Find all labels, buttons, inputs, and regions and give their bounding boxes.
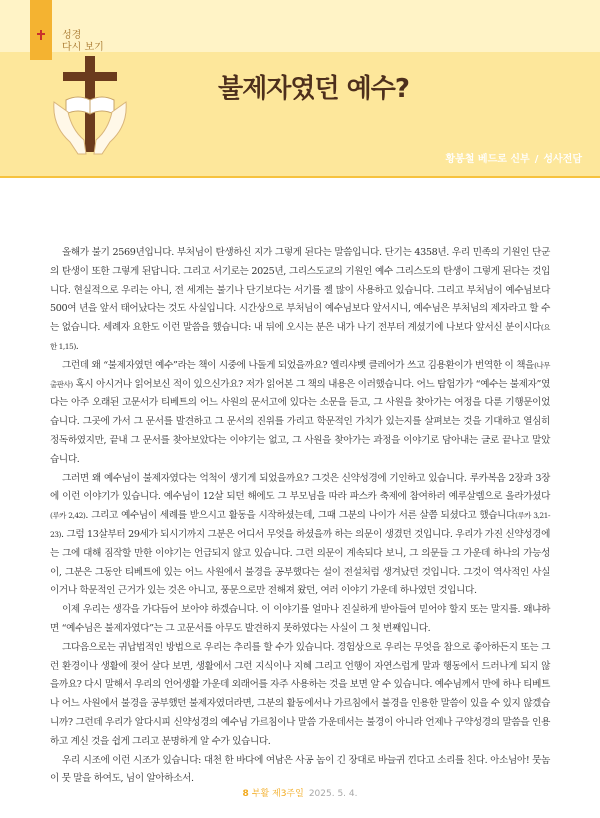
section-label — [62, 30, 142, 54]
paragraph-text: 그다음으로는 귀납법적인 방법으로 우리는 추리를 할 수가 있습니다. 경험상으로 우리는 무엇을 참으로 좋아하든지 또는 그런 환경이나 생활에 젖어 살다 보면, 생활에서 그런 지식이나 지혜 그리고 언행이 자연스럽게 말과 행동에서 드러나게 되지 않을까요? 다시 말해서 우리의 언어생활 가운데 외래어를 자주 사용하는 것을 보면 알 수 있습니다. 예수님께서 만에 하나 티베트나 어느 사원에서 불경을 공부했던 불제자였더라면, 그분의 활동에서나 가르침에서 불경을 인용한 말씀이 있을 수 있지 않겠습니까? 그런데 우리가 알다시피 신약성경의 예수님 가르침이나 말씀 가운데서는 불경이 아니라 언제나 구약성경의 말씀을 인용하고 계신 것을 쉽게 그리고 분명하게 알 수가 있습니다. — [50, 641, 550, 747]
scripture-reference: (루카 3,21-23) — [50, 511, 550, 539]
paragraph-text: 우리 시조에 이런 시조가 있습니다: 대천 한 바다에 여남은 사공 놈이 긴 장대로 바늘귀 낀다고 소리를 친다. 아소님아! 뭇놈이 뭇 말을 하여도, 님이 알아하소서. — [50, 754, 550, 785]
paragraph-text: . 그리고 예수님이 세례를 받으시고 활동을 시작하셨는데, 그때 그분의 나이가 서른 살쯤 되셨다고 했습니다 — [85, 510, 516, 522]
author-line — [445, 150, 582, 165]
section-label-line1: 성경 — [62, 30, 82, 41]
paragraph-text: 그러면 왜 예수님이 불제자였다는 억척이 생기게 되었을까요? 그것은 신약성경에 기인하고 있습니다. 루카복음 2장과 3장에 이런 이야기가 있습니다. 예수님이 12살 되던 해에도 그 부모님을 따라 파스카 축제에 참여하러 예루살렘으로 올라가셨다 — [50, 472, 550, 503]
paragraph-text: 혹시 아시거나 읽어보신 적이 있으신가요? 저가 읽어본 그 책의 내용은 이러했습니다. 어느 탐험가가 “예수는 불제자”였다는 아주 오래된 고문서가 티베트의 어느 사원의 문서고에 있다는 소문을 듣고, 그 사원을 찾아가는 여정을 다룬 기행문이었습니다. 그곳에 가서 그 문서를 발견하고 그 문서의 진위를 가리고 학문적인 가치가 있는지를 살펴보는 것을 기대하고 열심히 정독하였지만, 끝내 그 문서를 찾아보았다는 이야기는 없고, 그 사원을 찾아가는 과정을 이야기로 담아내는 글로 끝나고 말았습니다. — [50, 378, 550, 465]
section-label-line2: 다시 보기 — [62, 42, 104, 53]
paragraph — [50, 601, 550, 639]
paragraph — [50, 244, 550, 357]
article-body — [50, 244, 550, 789]
paragraph-text: 올해가 불기 2569년입니다. 부처님이 탄생하신 지가 그렇게 된다는 말씀입니다. 단기는 4358년. 우리 민족의 기원인 단군의 탄생이 또한 그렇게 된답니다. 그리고 서기로는 2025년, 그리스도교의 기원인 예수 그리스도의 탄생이 그렇게 된다는 것입니다. 현실적으로 우리는 아니, 전 세계는 불기나 단기보다는 서기를 젤 많이 사용하고 있습니다. 그리고 부처님이 예수님보다 500여 년을 앞서 태어났다는 것도 사실입니다. 시간상으로 부처님이 예수님보다 앞서시니, 예수님은 부처님의 제자라고 할 수는 없습니다. 세례자 요한도 이런 말씀을 했습니다: 내 뒤에 오시는 분은 내가 나기 전부터 계셨기에 나보다 앞서신 분이시다 — [50, 247, 550, 334]
page-number: 8 — [242, 789, 249, 799]
paragraph — [50, 470, 550, 602]
paragraph-text: . — [75, 340, 79, 352]
scripture-reference: (나무출판사) — [50, 360, 550, 389]
paragraph — [50, 639, 550, 752]
page-footer — [0, 786, 600, 799]
issue-date: 2025. 5. 4. — [308, 789, 358, 799]
paragraph — [50, 357, 550, 470]
page-title: 불제자였던 예수? — [218, 74, 409, 104]
small-cross-icon — [36, 30, 46, 40]
liturgical-week: 부활 제3주일 — [251, 789, 304, 799]
cross-with-hands-and-bible-icon — [50, 56, 130, 162]
paragraph-text: 그런데 왜 “불제자였던 예수”라는 책이 시중에 나돌게 되었을까요? 엘리샤벳 클레어가 쓰고 김용환이가 번역한 이 책을 — [62, 359, 535, 371]
author-name: 황봉철 베드로 신부 — [445, 154, 530, 165]
scripture-reference: (루카 2,42) — [50, 511, 86, 521]
paragraph-text: . 그럼 13살부터 29세가 되시기까지 그분은 어디서 무엇을 하셨을까 하는 의문이 생겼던 것입니다. 우리가 가진 신약성경에는 그에 대해 짐작할 만한 이야기는 언급되지 않고 있습니다. 그런 의문이 계속되다 보니, 그 의문들 그 가운데 하나의 가능성이, 그분은 그동안 티베트에 있는 어느 사원에서 불경을 공부했다는 설이 전설처럼 생겨났던 것입니다. 그것이 역사적인 사실이거나 학문적인 근거가 있는 것은 아니고, 풍문으로만 전해져 왔던, 여러 이야기 가운데 하나였던 것입니다. — [50, 528, 550, 597]
author-role: 성사전담 — [543, 154, 582, 165]
paragraph — [50, 752, 550, 790]
scripture-reference: (요한 1,15) — [50, 323, 550, 351]
author-separator: / — [534, 154, 539, 165]
paragraph-text: 이제 우리는 생각을 가다듬어 보아야 하겠습니다. 이 이야기를 얼마나 진실하게 받아들여 믿어야 할지 또는 말지를. 왜냐하면 “예수님은 불제자였다”는 그 고문서를 아무도 발견하지 못하였다는 사실이 그 첫 번째입니다. — [50, 604, 550, 634]
header-divider — [0, 176, 600, 178]
